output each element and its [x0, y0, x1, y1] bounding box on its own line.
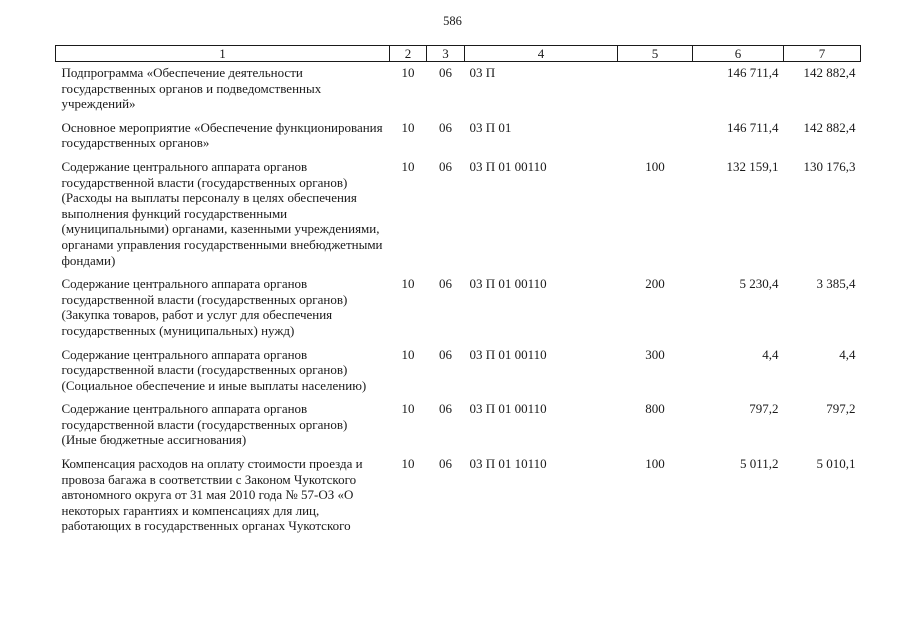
row-subsection: 06	[439, 456, 452, 472]
row-expense-type: 100	[645, 158, 665, 174]
row-amount-2: 4,4	[839, 346, 856, 362]
row-amount-2: 130 176,3	[803, 158, 856, 174]
row-target-article: 03 П 01 00110	[469, 346, 547, 362]
column-header-3: 3	[427, 46, 465, 62]
column-header-4: 4	[465, 46, 618, 62]
row-name: Подпрограмма «Обеспечение деятельности государственных органов и подведомственных учреждений»	[61, 65, 322, 112]
row-section: 10	[401, 276, 415, 292]
row-section: 10	[401, 65, 415, 80]
table-row	[56, 451, 861, 537]
table-row	[56, 271, 861, 341]
row-target-article: 03 П 01	[469, 119, 512, 135]
row-section: 10	[401, 158, 415, 174]
row-amount-1: 146 711,4	[726, 65, 779, 80]
row-name: Содержание центрального аппарата органов государственной власти (государственных органов) (Социальное обеспечение и иные выплаты населению)	[61, 346, 367, 393]
row-amount-1: 797,2	[749, 401, 779, 417]
page-number: 586	[443, 14, 462, 28]
row-name: Содержание центрального аппарата органов государственной власти (государственных органов) (Иные бюджетные ассигнования)	[61, 401, 348, 448]
row-subsection: 06	[439, 401, 452, 417]
column-header-1: 1	[56, 46, 390, 62]
table-row	[56, 115, 861, 154]
row-subsection: 06	[439, 346, 452, 362]
table-row	[56, 62, 861, 115]
column-header-7: 7	[784, 46, 861, 62]
table-row	[56, 396, 861, 451]
row-expense-type: 800	[645, 401, 665, 417]
row-subsection: 06	[439, 276, 452, 292]
row-expense-type: 200	[645, 276, 665, 292]
row-amount-2: 797,2	[826, 401, 856, 417]
row-expense-type	[618, 115, 693, 154]
row-name: Содержание центрального аппарата органов государственной власти (государственных органов) (Расходы на выплаты персоналу в целях обеспечения выполнения функций государственными (муниципальными) органами, казенными учреждениями, органами управления государственными внебюджетными фондами)	[61, 158, 383, 268]
row-target-article: 03 П 01 00110	[469, 158, 547, 174]
budget-table	[55, 45, 861, 537]
row-target-article: 03 П 01 00110	[469, 401, 547, 417]
row-section: 10	[401, 346, 415, 362]
row-amount-1: 5 230,4	[739, 276, 779, 292]
column-header-5: 5	[618, 46, 693, 62]
row-section: 10	[401, 119, 415, 135]
row-amount-1: 146 711,4	[726, 119, 779, 135]
row-target-article: 03 П	[469, 65, 496, 80]
table-header-row	[56, 46, 861, 62]
table-row	[56, 154, 861, 271]
column-header-2: 2	[390, 46, 427, 62]
row-amount-1: 5 011,2	[739, 456, 779, 472]
row-amount-1: 132 159,1	[726, 158, 779, 174]
row-amount-2: 5 010,1	[816, 456, 856, 472]
row-name: Содержание центрального аппарата органов государственной власти (государственных органов) (Закупка товаров, работ и услуг для обеспечения государственных (муниципальных) нужд)	[61, 276, 348, 338]
table-row	[56, 342, 861, 397]
row-expense-type: 100	[645, 456, 665, 472]
row-section: 10	[401, 456, 415, 472]
row-name: Компенсация расходов на оплату стоимости проезда и провоза багажа в соответствии с Законом Чукотского автономного округа от 31 мая 2010 года № 57-ОЗ «О некоторых гарантиях и компенсациях для лиц, работающих в государственных органах Чукотского	[61, 456, 363, 534]
row-amount-2: 3 385,4	[816, 276, 856, 292]
row-expense-type	[618, 62, 693, 115]
row-name: Основное мероприятие «Обеспечение функционирования государственных органов»	[61, 119, 383, 151]
row-subsection: 06	[439, 158, 452, 174]
row-target-article: 03 П 01 00110	[469, 276, 547, 292]
row-expense-type: 300	[645, 346, 665, 362]
row-amount-2: 142 882,4	[803, 65, 856, 80]
row-amount-1: 4,4	[762, 346, 779, 362]
column-header-6: 6	[693, 46, 784, 62]
row-subsection: 06	[439, 119, 452, 135]
row-amount-2: 142 882,4	[803, 119, 856, 135]
row-subsection: 06	[439, 65, 452, 80]
row-target-article: 03 П 01 10110	[469, 456, 547, 472]
row-section: 10	[401, 401, 415, 417]
